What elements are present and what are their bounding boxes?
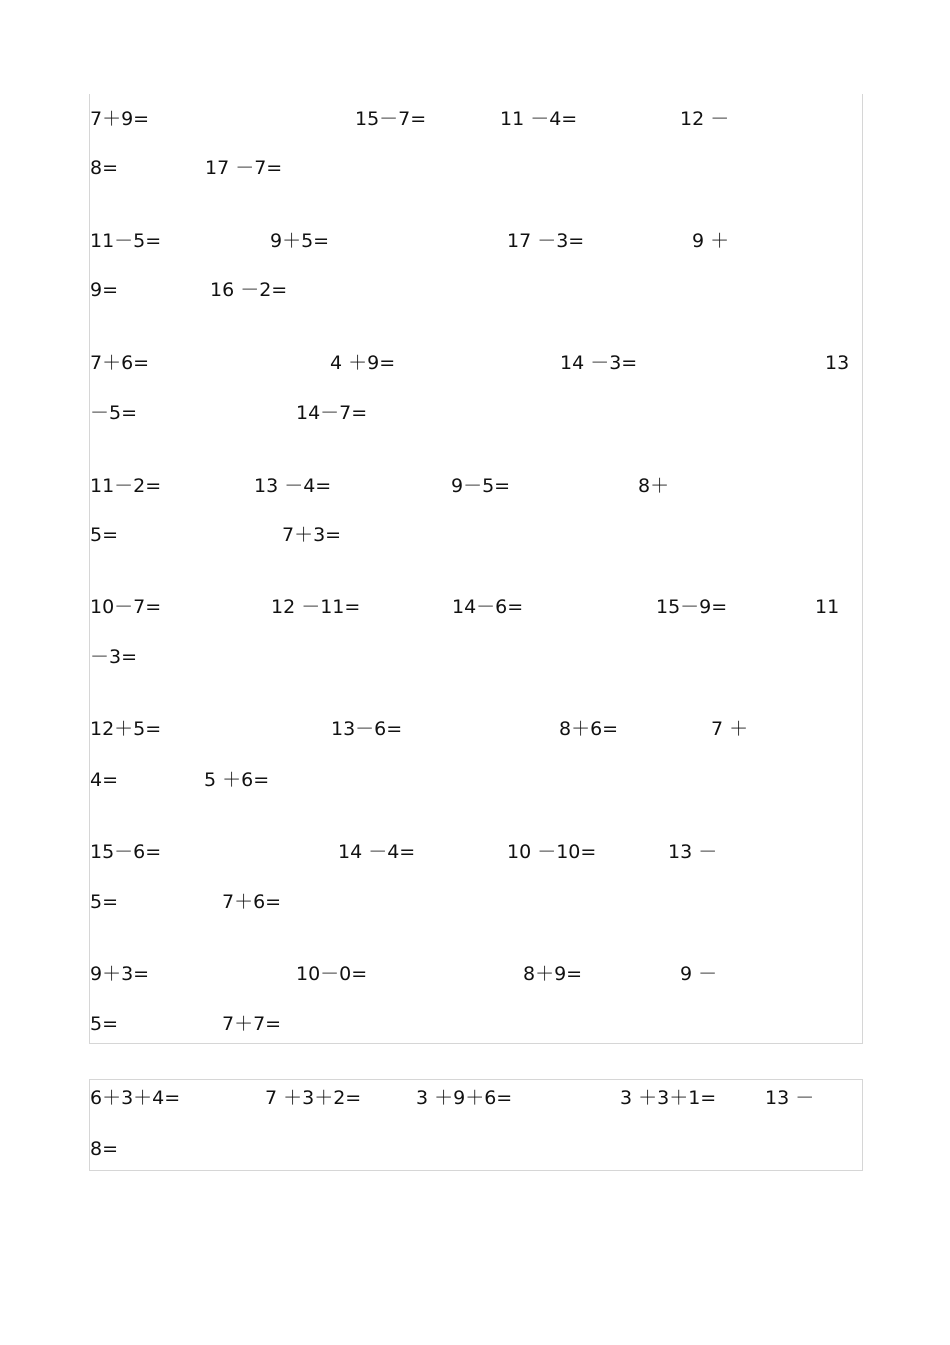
problem: 12＋5=: [90, 718, 162, 740]
problem: 12 －: [680, 108, 730, 130]
problem: 5=: [90, 891, 119, 913]
problem: 11－5=: [90, 230, 162, 252]
problem: 5=: [90, 524, 119, 546]
problem: 8＋6=: [559, 718, 619, 740]
problem: 16 －2=: [210, 279, 288, 301]
problem: 4=: [90, 769, 119, 791]
problem: 10－7=: [90, 596, 162, 618]
problem: 12 －11=: [271, 596, 361, 618]
problem: 10 －10=: [507, 841, 597, 863]
problem: 7 ＋: [711, 718, 749, 740]
problem: 11－2=: [90, 475, 162, 497]
problem: 7＋6=: [90, 352, 150, 374]
problem: 15－6=: [90, 841, 162, 863]
problem: 14－7=: [296, 402, 368, 424]
problem: 7＋7=: [222, 1013, 282, 1035]
problem: 7＋3=: [282, 524, 342, 546]
problem: 4 ＋9=: [330, 352, 396, 374]
problem: 7＋6=: [222, 891, 282, 913]
problem: 9 －: [680, 963, 718, 985]
problem: 6＋3＋4=: [90, 1087, 181, 1109]
problem: 13－6=: [331, 718, 403, 740]
problem: 7 ＋3＋2=: [265, 1087, 362, 1109]
worksheet-box-main: [89, 94, 863, 1044]
problem: 11 －4=: [500, 108, 578, 130]
problem: 3 ＋9＋6=: [416, 1087, 513, 1109]
problem: 8＋9=: [523, 963, 583, 985]
problem: 8=: [90, 157, 119, 179]
problem: 15－7=: [355, 108, 427, 130]
problem: 8＋: [638, 475, 670, 497]
problem: 14 －4=: [338, 841, 416, 863]
problem: 9＋3=: [90, 963, 150, 985]
problem: 8=: [90, 1138, 119, 1160]
problem: 17 －7=: [205, 157, 283, 179]
problem: 13 －: [668, 841, 718, 863]
problem: 5 ＋6=: [204, 769, 270, 791]
problem: 9=: [90, 279, 119, 301]
problem: 15－9=: [656, 596, 728, 618]
problem: 10－0=: [296, 963, 368, 985]
problem: 14 －3=: [560, 352, 638, 374]
problem: 5=: [90, 1013, 119, 1035]
problem: 14－6=: [452, 596, 524, 618]
problem: 17 －3=: [507, 230, 585, 252]
problem: 13: [825, 352, 850, 374]
problem: 11: [815, 596, 840, 618]
problem: 3 ＋3＋1=: [620, 1087, 717, 1109]
problem: 13 －4=: [254, 475, 332, 497]
problem: 9－5=: [451, 475, 511, 497]
problem: －5=: [90, 402, 138, 424]
problem: 9 ＋: [692, 230, 730, 252]
problem: －3=: [90, 646, 138, 668]
problem: 13 －: [765, 1087, 815, 1109]
problem: 9＋5=: [270, 230, 330, 252]
problem: 7＋9=: [90, 108, 150, 130]
